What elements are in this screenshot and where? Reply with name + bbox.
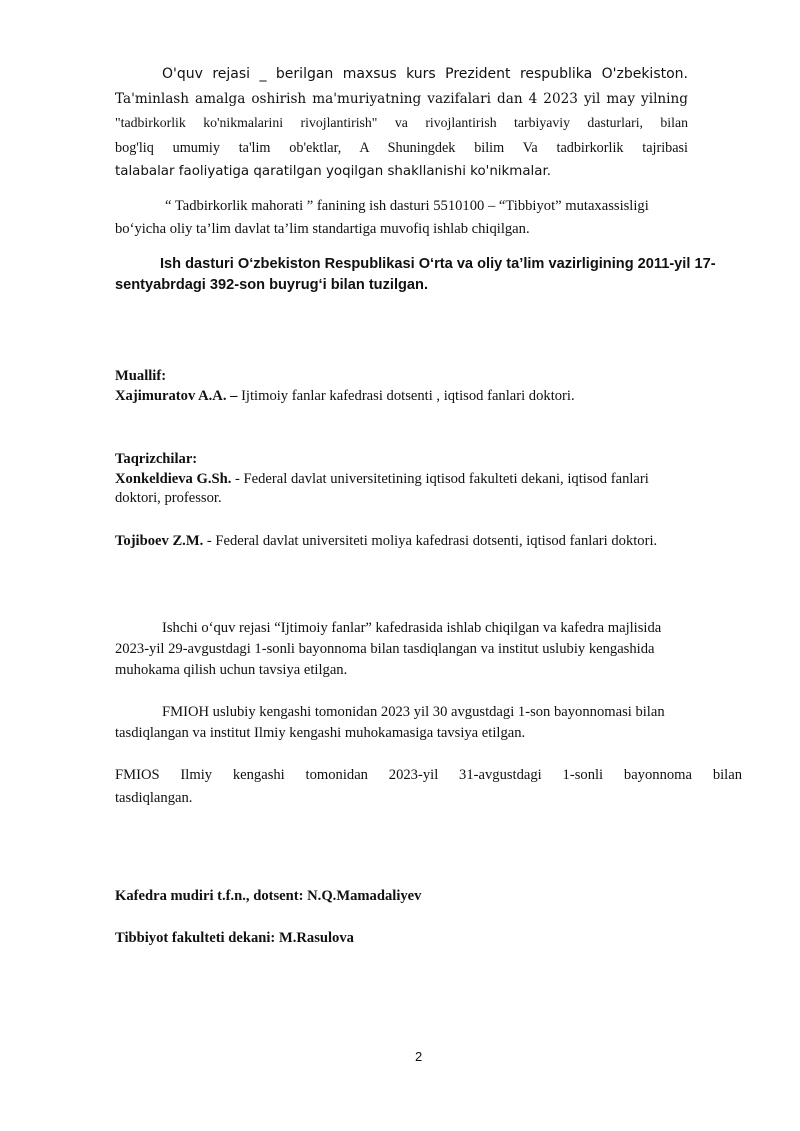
reviewers-heading: Taqrizchilar: [115,451,198,467]
approval-line: tasdiqlangan va institut Ilmiy kengashi muhokamasiga tavsiya etilgan. [115,725,526,741]
program-line: “ Tadbirkorlik mahorati ” fanining ish dasturi 5510100 – “Tibbiyot” mutaxassisligi [165,198,649,214]
approval-line: muhokama qilish uchun tavsiya etilgan. [115,662,348,678]
approval-line: Ishchi o‘quv rejasi “Ijtimoiy fanlar” kafedrasida ishlab chiqilgan va kafedra majlisida [162,620,662,636]
approval-line: FMIOS Ilmiy kengashi tomonidan 2023-yil 31-avgustdagi 1-sonli bayonnoma bilan [115,767,742,783]
approval-line: FMIOH uslubiy kengashi tomonidan 2023 yil 30 avgustdagi 1-son bayonnomasi bilan [162,704,665,720]
approval-line: 2023-yil 29-avgustdagi 1-sonli bayonnoma bilan tasdiqlangan va institut uslubiy kengashida [115,641,655,657]
author-line [115,385,575,408]
author-name: Xajimuratov A.A. – [115,388,238,404]
intro-line: talabalar faoliyatiga qaratilgan yoqilgan shakllanishi ko'nikmalar. [115,164,551,179]
order-line: Ish dasturi O‘zbekiston Respublikasi O‘rta va oliy ta’lim vazirligining 2011-yil 17- [160,256,716,272]
signature-text: Kafedra mudiri t.f.n., dotsent: N.Q.Mamadaliyev [115,888,422,904]
page-number: 2 [415,1049,423,1064]
intro-line: bog'liq umumiy ta'lim ob'ektlar, A Shuningdek bilim Va tadbirkorlik tajribasi [115,140,688,156]
approval-line: tasdiqlangan. [115,790,193,806]
intro-line: Ta'minlash amalga oshirish ma'muriyatning vazifalari dan 4 2023 yil may yilning [115,91,688,107]
program-line: bo‘yicha oliy ta’lim davlat ta’lim standartiga muvofiq ishlab chiqilgan. [115,221,530,237]
author-heading: Muallif: [115,368,167,384]
reviewer-2-line [115,530,657,553]
intro-line: O'quv rejasi _ berilgan maxsus kurs Prezident respublika O'zbekiston. [162,66,688,82]
reviewer-1-name: Xonkeldieva G.Sh. [115,471,232,487]
author-description: Ijtimoiy fanlar kafedrasi dotsenti , iqtisod fanlari doktori. [237,388,575,404]
reviewer-2-name: Tojiboev Z.M. [115,533,204,549]
order-line: sentyabrdagi 392-son buyrug‘i bilan tuzilgan. [115,277,429,293]
reviewer-2-description: - Federal davlat universiteti moliya kafedrasi dotsenti, iqtisod fanlari doktori. [203,533,658,549]
reviewer-1-description: - Federal davlat universitetining iqtisod fakulteti dekani, iqtisod fanlari [231,471,649,487]
reviewer-1-description-cont: doktori, professor. [115,490,222,506]
signature-text: Tibbiyot fakulteti dekani: M.Rasulova [115,930,354,946]
intro-line: "tadbirkorlik ko'nikmalarini rivojlantirish" va rivojlantirish tarbiyaviy dasturlari, bilan [115,115,688,130]
